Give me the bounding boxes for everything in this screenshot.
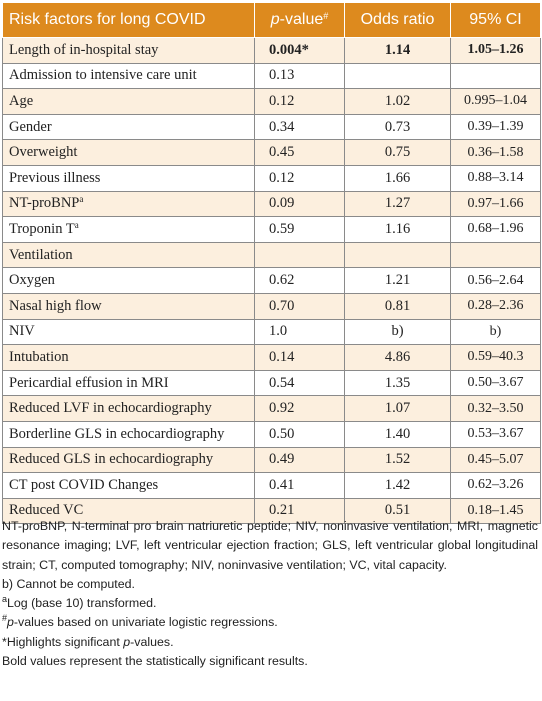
table-row: [3, 473, 541, 499]
risk-factor-cell: [3, 191, 255, 217]
p-value-cell: 0.50: [255, 421, 345, 447]
abbreviations-note: NT-proBNP, N-terminal pro brain natriuretic peptide; NIV, noninvasive ventilation, MRI, magnetic resonance imaging; LVF, left ventricular ejection fraction; GLS, left ventricular global longitudinal strain; CT, computed tomography; NIV, noninvasive ventilation; VC, vital capacity.: [2, 519, 538, 572]
odds-ratio-cell: 1.40: [345, 421, 451, 447]
risk-factor-cell: [3, 370, 255, 396]
risk-factor-cell: [3, 396, 255, 422]
p-value-cell: [255, 242, 345, 268]
ci-cell: [451, 242, 541, 268]
table-row: [3, 89, 541, 115]
table-row: [3, 447, 541, 473]
hash-note-text: -values based on univariate logistic regressions.: [13, 615, 278, 630]
ci-cell: 1.05–1.26: [451, 38, 541, 64]
a-note: [2, 594, 538, 613]
p-value-cell: 1.0: [255, 319, 345, 345]
p-value-cell: 0.34: [255, 114, 345, 140]
risk-factor-cell: [3, 217, 255, 243]
risk-factor-label: Ventilation: [9, 246, 73, 263]
odds-ratio-cell: 1.14: [345, 38, 451, 64]
odds-ratio-cell: 0.81: [345, 293, 451, 319]
risk-factor-cell: [3, 319, 255, 345]
p-value-cell: 0.12: [255, 165, 345, 191]
table-row: [3, 63, 541, 89]
header-odds-ratio: Odds ratio: [345, 3, 451, 38]
star-note: [2, 633, 538, 652]
header-row: [3, 3, 541, 38]
odds-ratio-cell: 0.51: [345, 498, 451, 524]
risk-factor-cell: [3, 165, 255, 191]
ci-cell: 0.50–3.67: [451, 370, 541, 396]
risk-factor-cell: [3, 447, 255, 473]
risk-factor-label: Troponin T: [9, 220, 75, 237]
ci-cell: 0.28–2.36: [451, 293, 541, 319]
risk-factor-label: Oxygen: [9, 272, 55, 289]
table-row: [3, 140, 541, 166]
risk-factor-label: Borderline GLS in echocardiography: [9, 425, 225, 442]
table-row: [3, 370, 541, 396]
risk-factor-label: Admission to intensive care unit: [9, 67, 197, 84]
risk-factor-label: Intubation: [9, 348, 69, 365]
p-value-cell: 0.09: [255, 191, 345, 217]
table-row: [3, 242, 541, 268]
risk-factor-label: Pericardial effusion in MRI: [9, 374, 169, 391]
risk-factor-footnote-mark: a: [74, 219, 79, 230]
p-value-cell: 0.45: [255, 140, 345, 166]
risk-factor-label: Length of in-hospital stay: [9, 41, 159, 58]
ci-cell: 0.18–1.45: [451, 498, 541, 524]
p-value-cell: 0.92: [255, 396, 345, 422]
risk-factor-cell: [3, 345, 255, 371]
table-row: [3, 191, 541, 217]
star-note-post: -values.: [130, 634, 174, 649]
results-table-container: [2, 2, 540, 524]
ci-cell: 0.39–1.39: [451, 114, 541, 140]
table-footnotes: [2, 517, 538, 671]
odds-ratio-cell: 1.35: [345, 370, 451, 396]
p-value-cell: 0.21: [255, 498, 345, 524]
star-note-pre: *Highlights significant: [2, 634, 124, 649]
ci-cell: 0.53–3.67: [451, 421, 541, 447]
p-value-cell: 0.13: [255, 63, 345, 89]
risk-factor-label: Reduced VC: [9, 502, 84, 519]
risk-factor-label: Previous illness: [9, 169, 101, 186]
table-row: [3, 345, 541, 371]
p-value-cell: 0.004*: [255, 38, 345, 64]
p-value-cell: 0.12: [255, 89, 345, 115]
risk-factor-label: CT post COVID Changes: [9, 476, 159, 493]
risk-factor-label: NT-proBNP: [9, 195, 80, 212]
odds-ratio-cell: [345, 63, 451, 89]
odds-ratio-cell: 1.52: [345, 447, 451, 473]
star-note-p: p: [123, 634, 131, 649]
odds-ratio-cell: 1.07: [345, 396, 451, 422]
ci-cell: b): [451, 319, 541, 345]
hash-note-p: p: [7, 615, 14, 630]
odds-ratio-cell: 0.73: [345, 114, 451, 140]
table-row: [3, 319, 541, 345]
risk-factor-label: Gender: [9, 118, 52, 135]
risk-factor-cell: [3, 473, 255, 499]
odds-ratio-cell: b): [345, 319, 451, 345]
hash-note-mark: #: [2, 613, 8, 624]
p-value-cell: 0.49: [255, 447, 345, 473]
ci-cell: 0.88–3.14: [451, 165, 541, 191]
risk-factor-cell: [3, 242, 255, 268]
p-value-cell: 0.62: [255, 268, 345, 294]
risk-factor-label: Nasal high flow: [9, 297, 102, 314]
risk-factor-cell: [3, 89, 255, 115]
header-risk-factors: Risk factors for long COVID: [3, 3, 255, 38]
risk-factor-cell: [3, 140, 255, 166]
risk-factor-cell: [3, 268, 255, 294]
risk-factor-label: NIV: [9, 323, 35, 340]
odds-ratio-cell: 4.86: [345, 345, 451, 371]
ci-cell: [451, 63, 541, 89]
ci-cell: 0.32–3.50: [451, 396, 541, 422]
bold-note: Bold values represent the statistically significant results.: [2, 654, 308, 669]
ci-cell: 0.36–1.58: [451, 140, 541, 166]
risk-factor-label: Reduced GLS in echocardiography: [9, 451, 214, 468]
p-value-cell: 0.41: [255, 473, 345, 499]
ci-cell: 0.56–2.64: [451, 268, 541, 294]
ci-cell: 0.45–5.07: [451, 447, 541, 473]
risk-factor-footnote-mark: a: [79, 194, 84, 205]
ci-cell: 0.995–1.04: [451, 89, 541, 115]
risk-factor-cell: [3, 63, 255, 89]
table-row: [3, 268, 541, 294]
odds-ratio-cell: 0.75: [345, 140, 451, 166]
table-row: [3, 165, 541, 191]
odds-ratio-cell: 1.02: [345, 89, 451, 115]
table-row: [3, 396, 541, 422]
p-value-cell: 0.14: [255, 345, 345, 371]
header-p-value: [255, 3, 345, 38]
hash-note: [2, 613, 538, 632]
ci-cell: 0.62–3.26: [451, 473, 541, 499]
risk-factor-cell: [3, 38, 255, 64]
risk-factor-cell: [3, 293, 255, 319]
odds-ratio-cell: 1.42: [345, 473, 451, 499]
b-note: b) Cannot be computed.: [2, 576, 135, 591]
table-row: [3, 217, 541, 243]
odds-ratio-cell: 1.27: [345, 191, 451, 217]
header-ci: 95% CI: [451, 3, 541, 38]
ci-cell: 0.97–1.66: [451, 191, 541, 217]
a-note-text: Log (base 10) transformed.: [7, 596, 157, 611]
header-p-rest: -value: [279, 11, 324, 28]
risk-factor-cell: [3, 421, 255, 447]
table-row: [3, 38, 541, 64]
odds-ratio-cell: 1.66: [345, 165, 451, 191]
odds-ratio-cell: 1.21: [345, 268, 451, 294]
risk-factor-label: Overweight: [9, 144, 78, 161]
risk-factor-label: Age: [9, 92, 34, 109]
odds-ratio-cell: [345, 242, 451, 268]
header-p-mark: #: [323, 11, 329, 21]
odds-ratio-cell: 1.16: [345, 217, 451, 243]
risk-factor-label: Reduced LVF in echocardiography: [9, 400, 212, 417]
a-note-mark: a: [2, 594, 8, 605]
p-value-cell: 0.59: [255, 217, 345, 243]
header-p-italic: p: [270, 11, 280, 28]
p-value-cell: 0.54: [255, 370, 345, 396]
table-body: [3, 38, 541, 524]
table-row: [3, 293, 541, 319]
p-value-cell: 0.70: [255, 293, 345, 319]
risk-factor-cell: [3, 114, 255, 140]
risk-factors-table: [2, 2, 541, 524]
table-row: [3, 421, 541, 447]
table-row: [3, 114, 541, 140]
ci-cell: 0.68–1.96: [451, 217, 541, 243]
ci-cell: 0.59–40.3: [451, 345, 541, 371]
